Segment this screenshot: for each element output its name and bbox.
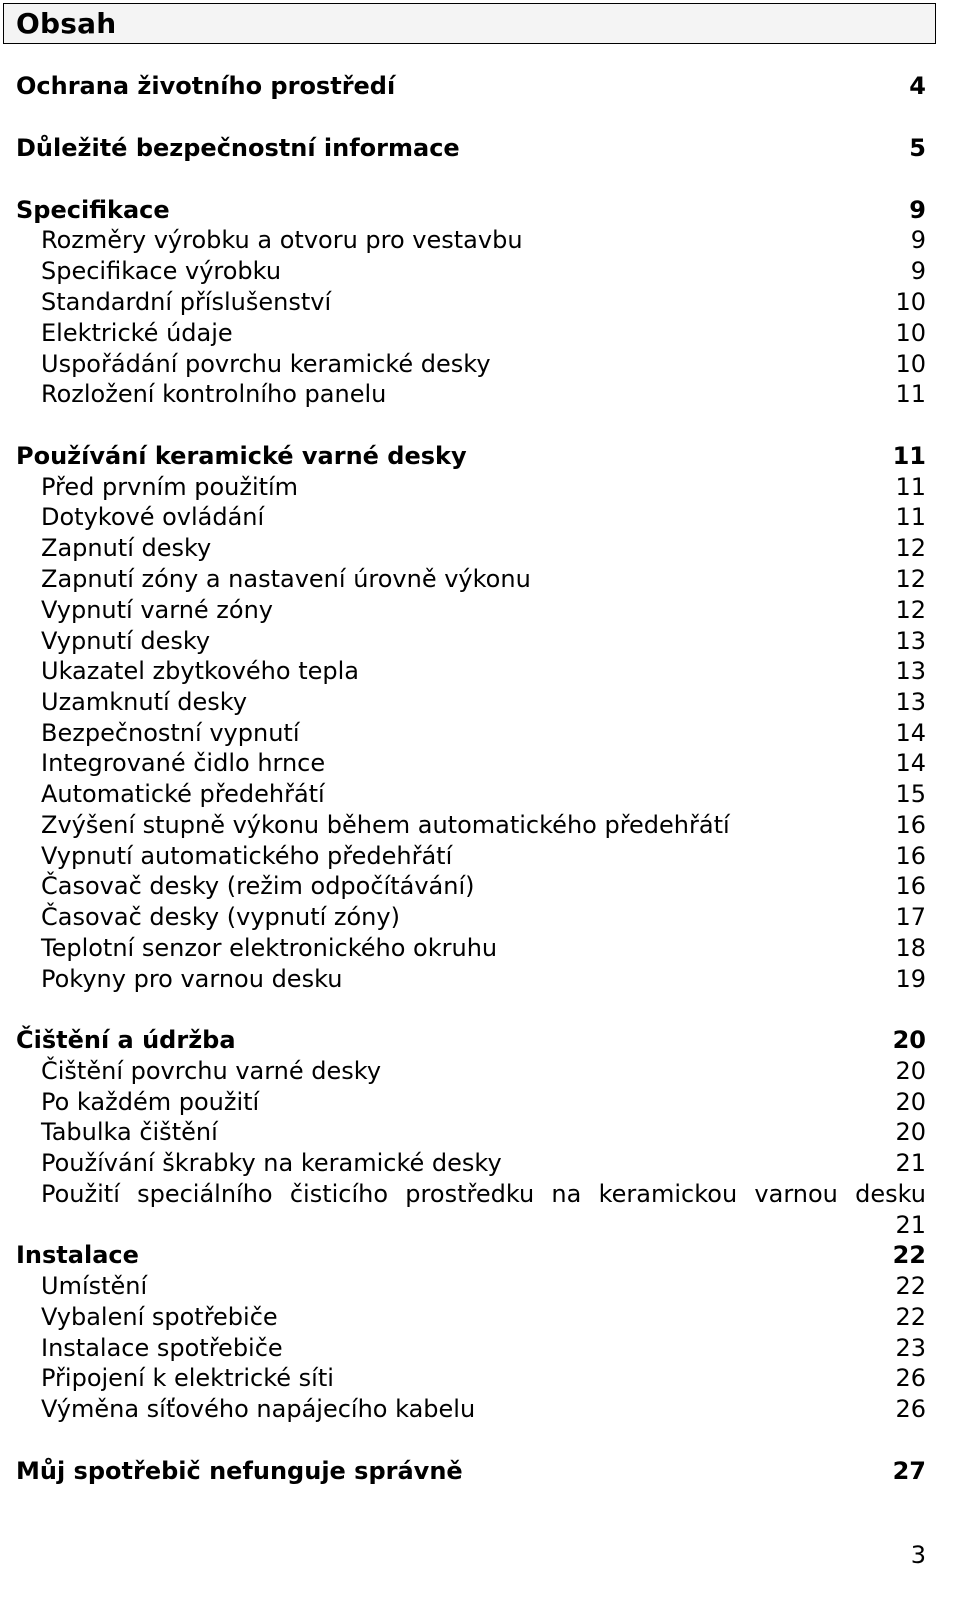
toc-entry-page: 9: [909, 196, 926, 224]
toc-subentry[interactable]: [16, 533, 926, 564]
page-number: 3: [910, 1541, 926, 1569]
toc-entry-page: 23: [895, 1334, 926, 1362]
toc-entry-label: Integrované čidlo hrnce: [41, 749, 326, 777]
toc-entry-page: 22: [892, 1241, 926, 1269]
toc-entry-label: Standardní příslušenství: [41, 288, 332, 316]
toc-subentry[interactable]: [16, 1148, 926, 1179]
toc-entry-page: 22: [895, 1272, 926, 1300]
toc-title: Obsah: [16, 7, 117, 40]
toc-subentry[interactable]: [16, 1179, 926, 1241]
toc-subentry[interactable]: [16, 1363, 926, 1394]
toc-entry-page: 11: [892, 442, 926, 470]
toc-entry-label: Časovač desky (režim odpočítávání): [41, 872, 475, 900]
toc-entry-label: Čištění a údržba: [16, 1026, 236, 1054]
toc-entry-page: 10: [895, 319, 926, 347]
toc-subentry[interactable]: [16, 1394, 926, 1425]
toc-entry[interactable]: [16, 1456, 926, 1487]
toc-entry-page: 21: [895, 1211, 926, 1239]
toc-entry-page: 13: [895, 627, 926, 655]
toc-entry-label: Pokyny pro varnou desku: [41, 965, 343, 993]
toc-subentry[interactable]: [16, 1302, 926, 1333]
toc-subentry[interactable]: [16, 595, 926, 626]
toc-entry-page: 27: [892, 1457, 926, 1485]
toc-entry-label: Ochrana životního prostředí: [16, 72, 396, 100]
toc-entry-page: 13: [895, 657, 926, 685]
toc-entry[interactable]: [16, 133, 926, 164]
toc-entry-label: Rozložení kontrolního panelu: [41, 380, 387, 408]
toc-entry-page: 20: [892, 1026, 926, 1054]
toc-subentry[interactable]: [16, 349, 926, 380]
toc-entry-page: 11: [895, 503, 926, 531]
toc-entry[interactable]: [16, 1240, 926, 1271]
toc-entry-page: 19: [895, 965, 926, 993]
toc-entry-label: Můj spotřebič nefunguje správně: [16, 1457, 463, 1485]
toc-subentry[interactable]: [16, 933, 926, 964]
toc-subentry[interactable]: [16, 502, 926, 533]
toc-entry-page: 26: [895, 1364, 926, 1392]
toc-entry-page: 12: [895, 534, 926, 562]
toc-entry-label: Vypnutí desky: [41, 627, 211, 655]
toc-subentry[interactable]: [16, 1271, 926, 1302]
toc-entry-label: Rozměry výrobku a otvoru pro vestavbu: [41, 226, 523, 254]
toc-entry-label: Před prvním použitím: [41, 473, 299, 501]
toc-subentry[interactable]: [16, 810, 926, 841]
toc-entry-page: 10: [895, 288, 926, 316]
toc-subentry[interactable]: [16, 564, 926, 595]
toc-title-box: [3, 3, 936, 44]
toc-subentry[interactable]: [16, 1117, 926, 1148]
toc-entry-label: Vybalení spotřebiče: [41, 1303, 278, 1331]
toc-entry[interactable]: [16, 1025, 926, 1056]
toc-entry-label: Instalace: [16, 1241, 139, 1269]
toc-entry-label: Vypnutí varné zóny: [41, 596, 273, 624]
toc-entry-page: 5: [909, 134, 926, 162]
toc-entry-page: 20: [895, 1057, 926, 1085]
toc-entry-page: 22: [895, 1303, 926, 1331]
toc-entry-label: Dotykové ovládání: [41, 503, 265, 531]
toc-entry[interactable]: [16, 71, 926, 102]
toc-entry-page: 11: [895, 380, 926, 408]
toc-subentry[interactable]: [16, 472, 926, 503]
toc-entry-label: Důležité bezpečnostní informace: [16, 134, 460, 162]
toc-subentry[interactable]: [16, 256, 926, 287]
toc-subentry[interactable]: [16, 225, 926, 256]
toc-subentry[interactable]: [16, 748, 926, 779]
toc-entry-page: 4: [909, 72, 926, 100]
toc-entry-page: 20: [895, 1118, 926, 1146]
toc-entry-page: 16: [895, 842, 926, 870]
toc-subentry[interactable]: [16, 626, 926, 657]
toc-entry[interactable]: [16, 441, 926, 472]
toc-entry-label: Tabulka čištění: [41, 1118, 218, 1146]
toc-entry-label: Po každém použití: [41, 1088, 260, 1116]
toc-entry-page: 14: [895, 749, 926, 777]
toc-entry-page: 16: [895, 872, 926, 900]
toc-subentry[interactable]: [16, 287, 926, 318]
toc-subentry[interactable]: [16, 718, 926, 749]
toc-entry-page: 21: [895, 1149, 926, 1177]
toc-entry-page: 12: [895, 596, 926, 624]
toc-subentry[interactable]: [16, 318, 926, 349]
toc-subentry[interactable]: [16, 1056, 926, 1087]
toc-entry-page: 16: [895, 811, 926, 839]
toc-entry-label: Zapnutí zóny a nastavení úrovně výkonu: [41, 565, 531, 593]
toc-entry-label: Instalace spotřebiče: [41, 1334, 283, 1362]
toc-entry-page: 11: [895, 473, 926, 501]
toc-entry-page: 14: [895, 719, 926, 747]
toc-entry-label: Bezpečnostní vypnutí: [41, 719, 300, 747]
toc-entry-page: 12: [895, 565, 926, 593]
toc-entry-label: Uzamknutí desky: [41, 688, 248, 716]
toc-subentry[interactable]: [16, 656, 926, 687]
toc-entry-label: Elektrické údaje: [41, 319, 233, 347]
toc-subentry[interactable]: [16, 871, 926, 902]
toc-entry-label: Automatické předehřátí: [41, 780, 325, 808]
toc-entry-label: Specifikace: [16, 196, 170, 224]
toc-entry-label: Zapnutí desky: [41, 534, 212, 562]
toc-entry-page: 10: [895, 350, 926, 378]
toc-subentry[interactable]: [16, 1333, 926, 1364]
toc-entry-page: 9: [910, 226, 926, 254]
toc-entry-label: Čištění povrchu varné desky: [41, 1057, 382, 1085]
toc-subentry[interactable]: [16, 1087, 926, 1118]
toc-entry-label: Zvýšení stupně výkonu během automatického předehřátí: [41, 811, 730, 839]
toc-entry-label: Používání škrabky na keramické desky: [41, 1149, 502, 1177]
toc-entry-page: 26: [895, 1395, 926, 1423]
toc-entry-label: Teplotní senzor elektronického okruhu: [41, 934, 498, 962]
toc-entry-page: 18: [895, 934, 926, 962]
toc-entry-label: Používání keramické varné desky: [16, 442, 467, 470]
toc-entry-label: Vypnutí automatického předehřátí: [41, 842, 453, 870]
toc-entry-label: Specifikace výrobku: [41, 257, 282, 285]
toc-entry-page: 15: [895, 780, 926, 808]
toc-subentry[interactable]: [16, 779, 926, 810]
toc-entry-label: Použití speciálního čisticího prostředku na keramickou varnou desku: [41, 1180, 926, 1208]
toc-entry-page: 20: [895, 1088, 926, 1116]
toc-entry-page: 9: [910, 257, 926, 285]
toc-entry-label: Ukazatel zbytkového tepla: [41, 657, 359, 685]
toc-entry[interactable]: [16, 195, 926, 226]
toc-entry-label: Uspořádání povrchu keramické desky: [41, 350, 491, 378]
toc-subentry[interactable]: [16, 964, 926, 995]
toc-subentry[interactable]: [16, 902, 926, 933]
toc-subentry[interactable]: [16, 841, 926, 872]
toc-subentry[interactable]: [16, 687, 926, 718]
toc-entry-label: Umístění: [41, 1272, 148, 1300]
toc-entry-label: Výměna síťového napájecího kabelu: [41, 1395, 476, 1423]
toc-entry-label: Připojení k elektrické síti: [41, 1364, 334, 1392]
toc-entry-page: 13: [895, 688, 926, 716]
toc-subentry[interactable]: [16, 379, 926, 410]
toc-entry-label: Časovač desky (vypnutí zóny): [41, 903, 400, 931]
toc-entry-page: 17: [895, 903, 926, 931]
